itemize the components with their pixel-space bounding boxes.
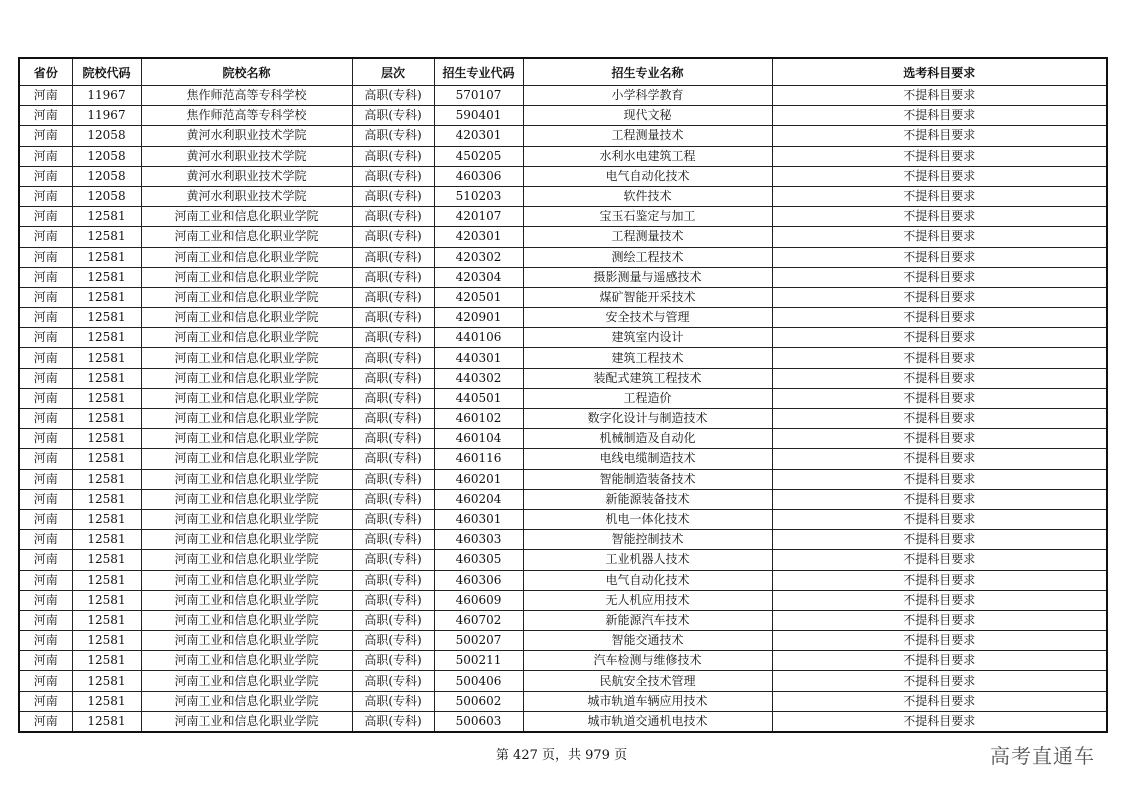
cell-province: 河南 (19, 186, 72, 206)
cell-level: 高职(专科) (352, 287, 434, 307)
table-row (19, 409, 1107, 429)
cell-major-name: 工业机器人技术 (523, 550, 772, 570)
cell-subject-requirement: 不提科目要求 (772, 691, 1107, 711)
cell-major-code: 450205 (434, 146, 523, 166)
cell-school-code: 12581 (72, 651, 141, 671)
cell-school-name: 河南工业和信息化职业学院 (141, 328, 352, 348)
cell-province: 河南 (19, 247, 72, 267)
cell-school-name: 河南工业和信息化职业学院 (141, 469, 352, 489)
cell-subject-requirement: 不提科目要求 (772, 126, 1107, 146)
cell-level: 高职(专科) (352, 631, 434, 651)
cell-level: 高职(专科) (352, 550, 434, 570)
cell-province: 河南 (19, 590, 72, 610)
cell-school-name: 河南工业和信息化职业学院 (141, 308, 352, 328)
table-row (19, 711, 1107, 732)
cell-major-code: 460104 (434, 429, 523, 449)
cell-major-code: 460201 (434, 469, 523, 489)
cell-subject-requirement: 不提科目要求 (772, 267, 1107, 287)
table-row (19, 550, 1107, 570)
cell-school-code: 12581 (72, 671, 141, 691)
cell-subject-requirement: 不提科目要求 (772, 489, 1107, 509)
cell-province: 河南 (19, 368, 72, 388)
cell-school-name: 黄河水利职业技术学院 (141, 146, 352, 166)
cell-major-name: 现代文秘 (523, 106, 772, 126)
table-row (19, 368, 1107, 388)
cell-level: 高职(专科) (352, 671, 434, 691)
cell-major-name: 无人机应用技术 (523, 590, 772, 610)
cell-subject-requirement: 不提科目要求 (772, 308, 1107, 328)
cell-level: 高职(专科) (352, 388, 434, 408)
cell-province: 河南 (19, 651, 72, 671)
cell-subject-requirement: 不提科目要求 (772, 509, 1107, 529)
cell-school-name: 河南工业和信息化职业学院 (141, 711, 352, 732)
cell-major-code: 420304 (434, 267, 523, 287)
cell-province: 河南 (19, 711, 72, 732)
cell-school-name: 河南工业和信息化职业学院 (141, 671, 352, 691)
table-row (19, 227, 1107, 247)
cell-subject-requirement: 不提科目要求 (772, 388, 1107, 408)
cell-major-name: 测绘工程技术 (523, 247, 772, 267)
cell-school-name: 河南工业和信息化职业学院 (141, 509, 352, 529)
cell-school-code: 12058 (72, 166, 141, 186)
cell-province: 河南 (19, 287, 72, 307)
cell-major-name: 摄影测量与遥感技术 (523, 267, 772, 287)
cell-major-code: 460102 (434, 409, 523, 429)
cell-major-code: 420501 (434, 287, 523, 307)
cell-level: 高职(专科) (352, 348, 434, 368)
cell-school-name: 河南工业和信息化职业学院 (141, 247, 352, 267)
cell-school-code: 12581 (72, 509, 141, 529)
cell-level: 高职(专科) (352, 267, 434, 287)
cell-major-name: 水利水电建筑工程 (523, 146, 772, 166)
cell-school-code: 12581 (72, 227, 141, 247)
cell-major-name: 装配式建筑工程技术 (523, 368, 772, 388)
cell-school-code: 12581 (72, 469, 141, 489)
cell-major-name: 智能制造装备技术 (523, 469, 772, 489)
cell-subject-requirement: 不提科目要求 (772, 590, 1107, 610)
cell-school-code: 12581 (72, 409, 141, 429)
cell-major-code: 460303 (434, 530, 523, 550)
cell-school-code: 12581 (72, 570, 141, 590)
table-row (19, 469, 1107, 489)
cell-major-name: 软件技术 (523, 186, 772, 206)
cell-level: 高职(专科) (352, 308, 434, 328)
cell-major-name: 新能源装备技术 (523, 489, 772, 509)
header-school-code: 院校代码 (72, 58, 141, 86)
cell-school-code: 12581 (72, 247, 141, 267)
cell-subject-requirement: 不提科目要求 (772, 207, 1107, 227)
cell-subject-requirement: 不提科目要求 (772, 227, 1107, 247)
cell-major-code: 420302 (434, 247, 523, 267)
cell-level: 高职(专科) (352, 651, 434, 671)
cell-school-name: 河南工业和信息化职业学院 (141, 550, 352, 570)
cell-level: 高职(专科) (352, 530, 434, 550)
cell-major-name: 城市轨道车辆应用技术 (523, 691, 772, 711)
cell-level: 高职(专科) (352, 691, 434, 711)
cell-school-code: 12581 (72, 328, 141, 348)
cell-subject-requirement: 不提科目要求 (772, 711, 1107, 732)
cell-level: 高职(专科) (352, 186, 434, 206)
cell-major-code: 440106 (434, 328, 523, 348)
page-footer (0, 744, 1123, 763)
cell-school-code: 12581 (72, 590, 141, 610)
cell-province: 河南 (19, 106, 72, 126)
cell-subject-requirement: 不提科目要求 (772, 106, 1107, 126)
cell-major-name: 建筑工程技术 (523, 348, 772, 368)
cell-major-code: 460306 (434, 570, 523, 590)
table-row (19, 146, 1107, 166)
cell-major-name: 宝玉石鉴定与加工 (523, 207, 772, 227)
cell-school-code: 12581 (72, 711, 141, 732)
table-row (19, 570, 1107, 590)
cell-school-name: 河南工业和信息化职业学院 (141, 570, 352, 590)
cell-subject-requirement: 不提科目要求 (772, 368, 1107, 388)
cell-subject-requirement: 不提科目要求 (772, 429, 1107, 449)
cell-school-code: 12581 (72, 550, 141, 570)
cell-province: 河南 (19, 348, 72, 368)
cell-school-code: 12581 (72, 348, 141, 368)
cell-major-code: 460204 (434, 489, 523, 509)
table-row (19, 651, 1107, 671)
table-row (19, 671, 1107, 691)
cell-school-name: 河南工业和信息化职业学院 (141, 409, 352, 429)
cell-school-code: 12581 (72, 287, 141, 307)
cell-subject-requirement: 不提科目要求 (772, 610, 1107, 630)
cell-subject-requirement: 不提科目要求 (772, 449, 1107, 469)
cell-province: 河南 (19, 469, 72, 489)
cell-level: 高职(专科) (352, 328, 434, 348)
cell-level: 高职(专科) (352, 429, 434, 449)
header-subject-requirement: 选考科目要求 (772, 58, 1107, 86)
table-row (19, 530, 1107, 550)
table-row (19, 590, 1107, 610)
cell-major-name: 智能控制技术 (523, 530, 772, 550)
cell-school-name: 黄河水利职业技术学院 (141, 126, 352, 146)
cell-major-name: 新能源汽车技术 (523, 610, 772, 630)
cell-school-name: 河南工业和信息化职业学院 (141, 227, 352, 247)
cell-province: 河南 (19, 610, 72, 630)
cell-major-code: 460702 (434, 610, 523, 630)
cell-subject-requirement: 不提科目要求 (772, 328, 1107, 348)
cell-major-code: 440302 (434, 368, 523, 388)
table-row (19, 308, 1107, 328)
cell-level: 高职(专科) (352, 610, 434, 630)
cell-major-code: 460116 (434, 449, 523, 469)
table-row (19, 489, 1107, 509)
cell-major-code: 460301 (434, 509, 523, 529)
cell-major-code: 500406 (434, 671, 523, 691)
cell-level: 高职(专科) (352, 106, 434, 126)
table-row (19, 207, 1107, 227)
cell-major-code: 510203 (434, 186, 523, 206)
cell-province: 河南 (19, 308, 72, 328)
cell-major-name: 民航安全技术管理 (523, 671, 772, 691)
table-header-row (19, 58, 1107, 86)
cell-school-name: 河南工业和信息化职业学院 (141, 610, 352, 630)
header-level: 层次 (352, 58, 434, 86)
cell-province: 河南 (19, 267, 72, 287)
cell-school-code: 12581 (72, 489, 141, 509)
cell-school-code: 12581 (72, 449, 141, 469)
header-major-name: 招生专业名称 (523, 58, 772, 86)
cell-major-code: 590401 (434, 106, 523, 126)
cell-major-code: 500211 (434, 651, 523, 671)
cell-subject-requirement: 不提科目要求 (772, 247, 1107, 267)
cell-school-name: 河南工业和信息化职业学院 (141, 530, 352, 550)
cell-school-code: 12581 (72, 267, 141, 287)
cell-school-code: 11967 (72, 106, 141, 126)
table-row (19, 186, 1107, 206)
cell-school-code: 12581 (72, 610, 141, 630)
cell-school-name: 焦作师范高等专科学校 (141, 86, 352, 106)
table-row (19, 610, 1107, 630)
cell-major-name: 小学科学教育 (523, 86, 772, 106)
table-row (19, 429, 1107, 449)
cell-school-name: 河南工业和信息化职业学院 (141, 590, 352, 610)
cell-school-code: 12581 (72, 207, 141, 227)
cell-province: 河南 (19, 691, 72, 711)
cell-subject-requirement: 不提科目要求 (772, 86, 1107, 106)
cell-school-name: 焦作师范高等专科学校 (141, 106, 352, 126)
table-row (19, 106, 1107, 126)
cell-school-code: 11967 (72, 86, 141, 106)
table-row (19, 348, 1107, 368)
table-row (19, 449, 1107, 469)
cell-subject-requirement: 不提科目要求 (772, 469, 1107, 489)
cell-major-name: 智能交通技术 (523, 631, 772, 651)
cell-level: 高职(专科) (352, 711, 434, 732)
cell-province: 河南 (19, 550, 72, 570)
cell-school-code: 12581 (72, 388, 141, 408)
cell-province: 河南 (19, 409, 72, 429)
cell-major-name: 机械制造及自动化 (523, 429, 772, 449)
table-row (19, 287, 1107, 307)
cell-major-code: 420301 (434, 227, 523, 247)
cell-school-code: 12581 (72, 691, 141, 711)
cell-major-name: 工程测量技术 (523, 126, 772, 146)
cell-level: 高职(专科) (352, 489, 434, 509)
cell-province: 河南 (19, 509, 72, 529)
cell-province: 河南 (19, 530, 72, 550)
cell-major-code: 440501 (434, 388, 523, 408)
cell-school-name: 河南工业和信息化职业学院 (141, 368, 352, 388)
cell-subject-requirement: 不提科目要求 (772, 287, 1107, 307)
cell-major-name: 城市轨道交通机电技术 (523, 711, 772, 732)
watermark: 高考直通车 (990, 744, 1095, 768)
cell-major-code: 570107 (434, 86, 523, 106)
cell-subject-requirement: 不提科目要求 (772, 348, 1107, 368)
cell-school-name: 河南工业和信息化职业学院 (141, 267, 352, 287)
table-row (19, 126, 1107, 146)
cell-province: 河南 (19, 227, 72, 247)
cell-subject-requirement: 不提科目要求 (772, 146, 1107, 166)
cell-province: 河南 (19, 631, 72, 651)
cell-province: 河南 (19, 671, 72, 691)
cell-major-name: 电气自动化技术 (523, 570, 772, 590)
cell-level: 高职(专科) (352, 166, 434, 186)
cell-major-code: 500603 (434, 711, 523, 732)
cell-major-code: 460305 (434, 550, 523, 570)
cell-level: 高职(专科) (352, 509, 434, 529)
cell-school-code: 12581 (72, 429, 141, 449)
cell-level: 高职(专科) (352, 126, 434, 146)
cell-major-name: 工程造价 (523, 388, 772, 408)
cell-level: 高职(专科) (352, 146, 434, 166)
cell-level: 高职(专科) (352, 449, 434, 469)
cell-school-name: 河南工业和信息化职业学院 (141, 489, 352, 509)
cell-major-name: 煤矿智能开采技术 (523, 287, 772, 307)
cell-province: 河南 (19, 328, 72, 348)
cell-major-code: 420301 (434, 126, 523, 146)
cell-level: 高职(专科) (352, 409, 434, 429)
cell-major-name: 建筑室内设计 (523, 328, 772, 348)
cell-province: 河南 (19, 126, 72, 146)
cell-subject-requirement: 不提科目要求 (772, 550, 1107, 570)
cell-level: 高职(专科) (352, 570, 434, 590)
cell-school-name: 河南工业和信息化职业学院 (141, 348, 352, 368)
header-major-code: 招生专业代码 (434, 58, 523, 86)
cell-subject-requirement: 不提科目要求 (772, 186, 1107, 206)
cell-province: 河南 (19, 207, 72, 227)
cell-major-code: 440301 (434, 348, 523, 368)
cell-major-name: 电线电缆制造技术 (523, 449, 772, 469)
cell-subject-requirement: 不提科目要求 (772, 631, 1107, 651)
cell-school-name: 河南工业和信息化职业学院 (141, 429, 352, 449)
cell-province: 河南 (19, 166, 72, 186)
cell-school-name: 河南工业和信息化职业学院 (141, 651, 352, 671)
table-row (19, 388, 1107, 408)
cell-major-name: 机电一体化技术 (523, 509, 772, 529)
page-number-label: 第 427 页，共 979 页 (495, 748, 628, 763)
cell-province: 河南 (19, 86, 72, 106)
cell-level: 高职(专科) (352, 590, 434, 610)
table-row (19, 267, 1107, 287)
cell-subject-requirement: 不提科目要求 (772, 409, 1107, 429)
cell-level: 高职(专科) (352, 247, 434, 267)
cell-school-name: 黄河水利职业技术学院 (141, 186, 352, 206)
cell-level: 高职(专科) (352, 368, 434, 388)
table-row (19, 328, 1107, 348)
cell-school-name: 河南工业和信息化职业学院 (141, 631, 352, 651)
cell-school-code: 12058 (72, 186, 141, 206)
table-row (19, 247, 1107, 267)
cell-school-code: 12058 (72, 126, 141, 146)
cell-major-name: 电气自动化技术 (523, 166, 772, 186)
cell-school-name: 河南工业和信息化职业学院 (141, 449, 352, 469)
cell-subject-requirement: 不提科目要求 (772, 570, 1107, 590)
cell-major-code: 420107 (434, 207, 523, 227)
cell-subject-requirement: 不提科目要求 (772, 671, 1107, 691)
cell-level: 高职(专科) (352, 469, 434, 489)
cell-major-code: 420901 (434, 308, 523, 328)
cell-province: 河南 (19, 489, 72, 509)
cell-level: 高职(专科) (352, 86, 434, 106)
table-row (19, 691, 1107, 711)
cell-level: 高职(专科) (352, 207, 434, 227)
cell-school-code: 12581 (72, 308, 141, 328)
cell-major-name: 汽车检测与维修技术 (523, 651, 772, 671)
cell-province: 河南 (19, 570, 72, 590)
cell-school-name: 河南工业和信息化职业学院 (141, 287, 352, 307)
admissions-table (18, 57, 1108, 733)
cell-subject-requirement: 不提科目要求 (772, 530, 1107, 550)
cell-school-name: 黄河水利职业技术学院 (141, 166, 352, 186)
cell-major-code: 500602 (434, 691, 523, 711)
cell-subject-requirement: 不提科目要求 (772, 651, 1107, 671)
cell-school-name: 河南工业和信息化职业学院 (141, 207, 352, 227)
cell-major-name: 数字化设计与制造技术 (523, 409, 772, 429)
cell-major-code: 460306 (434, 166, 523, 186)
table-row (19, 631, 1107, 651)
cell-school-name: 河南工业和信息化职业学院 (141, 691, 352, 711)
table-row (19, 509, 1107, 529)
cell-school-code: 12581 (72, 631, 141, 651)
cell-school-code: 12581 (72, 530, 141, 550)
cell-major-code: 500207 (434, 631, 523, 651)
cell-major-code: 460609 (434, 590, 523, 610)
cell-level: 高职(专科) (352, 227, 434, 247)
table-row (19, 86, 1107, 106)
header-province: 省份 (19, 58, 72, 86)
cell-province: 河南 (19, 449, 72, 469)
cell-major-name: 安全技术与管理 (523, 308, 772, 328)
cell-school-code: 12581 (72, 368, 141, 388)
cell-school-name: 河南工业和信息化职业学院 (141, 388, 352, 408)
table-body (19, 86, 1107, 733)
cell-province: 河南 (19, 429, 72, 449)
cell-subject-requirement: 不提科目要求 (772, 166, 1107, 186)
header-school-name: 院校名称 (141, 58, 352, 86)
cell-major-name: 工程测量技术 (523, 227, 772, 247)
table-row (19, 166, 1107, 186)
cell-school-code: 12058 (72, 146, 141, 166)
cell-province: 河南 (19, 388, 72, 408)
cell-province: 河南 (19, 146, 72, 166)
